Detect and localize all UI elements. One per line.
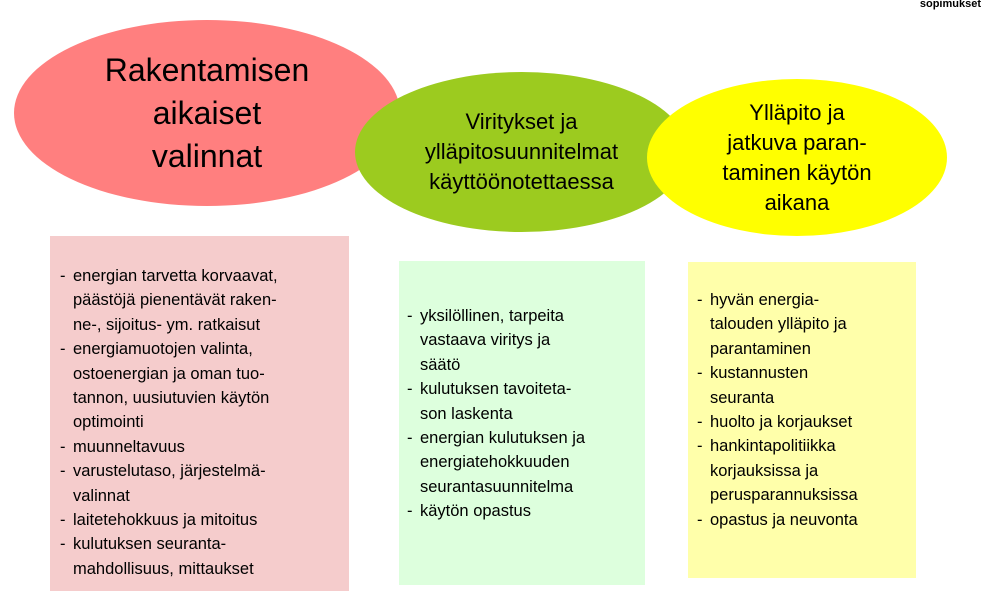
phase-label-line: käyttöönotettaessa (429, 169, 614, 194)
list-item-line: seuranta (710, 388, 775, 407)
list-item-line: valinnat (73, 486, 130, 505)
list-item-line: huolto ja korjaukset (710, 413, 853, 432)
list-item-line: kulutuksen tavoiteta- (420, 380, 572, 399)
list-item (697, 434, 910, 507)
list-item (60, 532, 343, 581)
list-item (697, 508, 910, 532)
list-item (407, 499, 639, 523)
list-item (697, 361, 910, 410)
bullet-list (407, 304, 639, 524)
list-item (407, 426, 639, 499)
phase-ellipse-maintenance (647, 79, 947, 236)
list-item-line: muunneltavuus (73, 437, 185, 456)
phase-label-line: Viritykset ja (465, 109, 578, 134)
phase-ellipse-construction (14, 20, 400, 206)
phase-label-line: valinnat (151, 137, 263, 174)
list-item-line: korjauksissa ja (710, 461, 819, 480)
list-item-line: käytön opastus (420, 502, 531, 521)
list-item-line: laitetehokkuus ja mitoitus (73, 511, 258, 530)
list-item-line: säätö (420, 355, 461, 374)
phase-label-line: taminen käytön (722, 159, 872, 185)
list-item-line: päästöjä pienentävät raken- (73, 291, 277, 310)
list-item (60, 508, 343, 532)
list-item (60, 337, 343, 435)
list-item-line: yksilöllinen, tarpeita (420, 307, 564, 325)
list-item (407, 304, 639, 377)
list-item (60, 435, 343, 459)
phase-label-line: Ylläpito ja (749, 99, 845, 125)
list-item-line: energian kulutuksen ja (420, 429, 586, 448)
list-item-line: varustelutaso, järjestelmä- (73, 462, 266, 481)
list-item-line: perusparannuksissa (710, 486, 858, 505)
list-item-line: vastaava viritys ja (420, 331, 551, 350)
list-item (407, 377, 639, 426)
phase-ellipse-commissioning (355, 72, 688, 232)
phase-label-line: Rakentamisen (104, 51, 310, 88)
phase-label-line: jatkuva paran- (727, 129, 867, 155)
list-item-line: hyvän energia- (710, 291, 820, 309)
list-item-line: ostoenergian ja oman tuo- (73, 364, 265, 383)
corner-label: sopimukset (919, 0, 981, 10)
phase-label-line: ylläpitosuunnitelmat (424, 139, 619, 164)
phase-label (722, 98, 871, 218)
construction-choices-box (50, 236, 349, 591)
phase-label (105, 49, 310, 178)
list-item-line: mahdollisuus, mittaukset (73, 559, 254, 578)
list-item (697, 410, 910, 434)
list-item-line: energiamuotojen valinta, (73, 340, 253, 359)
list-item (697, 288, 910, 361)
list-item-line: seurantasuunnitelma (420, 477, 574, 496)
list-item-line: tannon, uusiutuvien käytön (73, 389, 270, 408)
commissioning-box (399, 261, 645, 585)
maintenance-box (688, 262, 916, 578)
list-item (60, 264, 343, 337)
list-item-line: kustannusten (710, 364, 809, 383)
list-item-line: energiatehokkuuden (420, 453, 570, 472)
bullet-list (697, 288, 910, 532)
list-item-line: hankintapolitiikka (710, 437, 836, 456)
bullet-list (60, 264, 343, 581)
phase-label-line: aikaiset (152, 94, 262, 131)
list-item-line: ne-, sijoitus- ym. ratkaisut (73, 315, 261, 334)
list-item (60, 459, 343, 508)
list-item-line: son laskenta (420, 404, 513, 423)
list-item-line: parantaminen (710, 339, 811, 358)
list-item-line: talouden ylläpito ja (710, 315, 847, 334)
list-item-line: optimointi (73, 413, 144, 432)
phase-label-line: aikana (764, 189, 830, 215)
list-item-line: opastus ja neuvonta (710, 510, 858, 529)
list-item-line: energian tarvetta korvaavat, (73, 267, 278, 285)
phase-label (425, 107, 618, 197)
list-item-line: kulutuksen seuranta- (73, 535, 227, 554)
